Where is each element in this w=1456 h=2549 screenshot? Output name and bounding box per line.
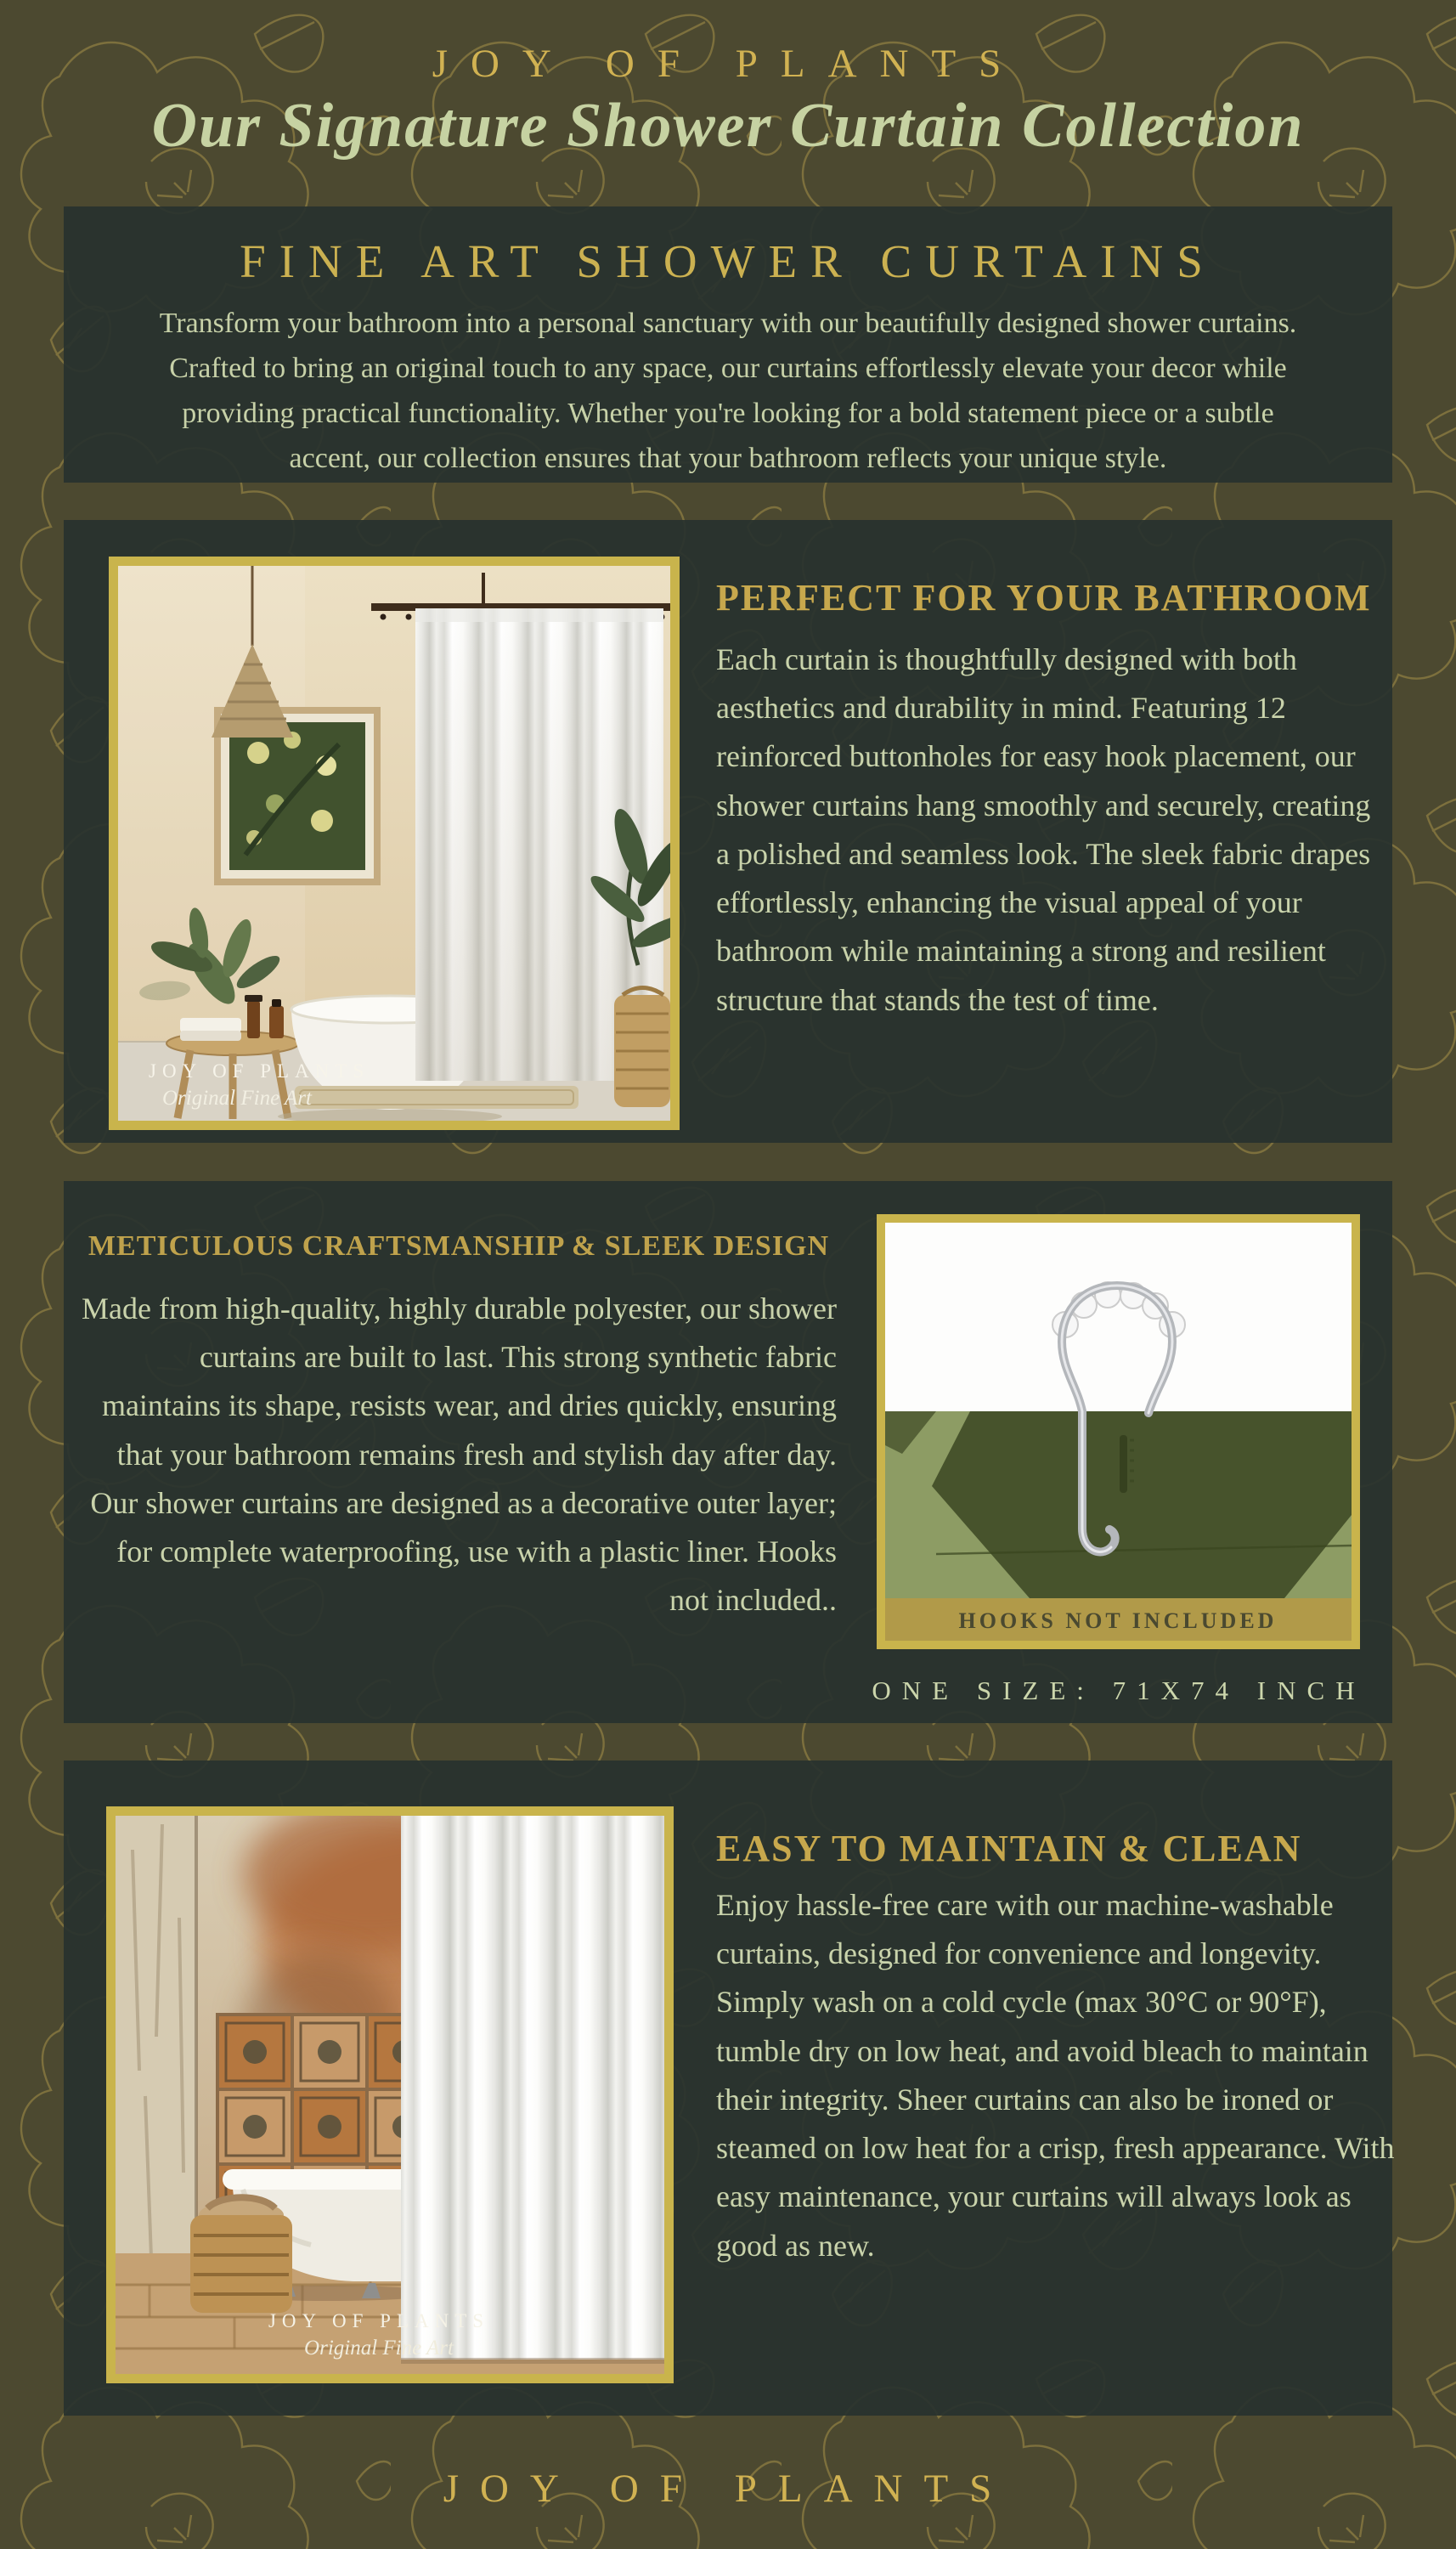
watermark-brand: JOY OF PLANTS bbox=[149, 1060, 370, 1082]
caption-band bbox=[885, 1598, 1352, 1641]
section-1-heading: PERFECT FOR YOUR BATHROOM bbox=[716, 577, 1372, 619]
section-2-paragraph: Made from high-quality, highly durable polyester, our shower curtains are built to last. This strong synthetic fabric maintains its shape, resists wear, and dries quickly, ensuring that your bathroom remains fresh and stylish day after day. Our shower curtains are designed as a decorative outer layer; for complete waterproofing, use with a plastic liner. Hooks not included.. bbox=[81, 1291, 837, 1618]
basket-with-towels bbox=[190, 2197, 292, 2313]
section-2-heading: METICULOUS CRAFTSMANSHIP & SLEEK DESIGN bbox=[87, 1230, 830, 1262]
intro-paragraph: Transform your bathroom into a personal sanctuary with our beautifully designed shower curtains. Crafted to bring an original touch to any space, our curtains effortlessly elevate your decor while providing practical functionality. Whether you're looking for a bold statement piece or a subtle accent, our collection ensures that your bathroom reflects your unique style. bbox=[159, 308, 1297, 475]
footer-wordmark: JOY OF PLANTS bbox=[443, 2467, 1013, 2511]
section-3-heading: EASY TO MAINTAIN & CLEAN bbox=[716, 1828, 1302, 1869]
hook-detail-photo bbox=[877, 1214, 1360, 1649]
watermark-script: Original Fine Art bbox=[162, 1087, 312, 1110]
hooks-caption: HOOKS NOT INCLUDED bbox=[958, 1608, 1278, 1633]
section-3-paragraph: Enjoy hassle-free care with our machine-washable curtains, designed for convenience and longevity. Simply wash on a cold cycle (max 30°C or 90°F), tumble dry on low heat, and avoid bleach to maintain their integrity. Sheer curtains can also be ironed or steamed on low heat for a crisp, fresh appearance. With easy maintenance, your curtains will always look as good as new. bbox=[716, 1888, 1395, 2263]
shower-curtain bbox=[401, 1816, 664, 2364]
watermark-brand: JOY OF PLANTS bbox=[268, 2310, 490, 2331]
woven-basket bbox=[614, 988, 670, 1108]
size-note: ONE SIZE: 71X74 INCH bbox=[872, 1676, 1366, 1705]
page-title: FINE ART SHOWER CURTAINS bbox=[240, 235, 1216, 287]
bathroom-photo-1 bbox=[109, 557, 680, 1130]
watermark-script: Original Fine Art bbox=[304, 2337, 454, 2360]
photo-white-background bbox=[885, 1223, 1352, 1411]
bathroom-photo-2 bbox=[106, 1806, 674, 2383]
curtain-fabric bbox=[885, 1411, 1352, 1598]
brand-wordmark: JOY OF PLANTS bbox=[432, 42, 1024, 86]
collection-tagline: Our Signature Shower Curtain Collection bbox=[151, 91, 1305, 161]
bath-rug bbox=[295, 1086, 578, 1109]
section-1-paragraph: Each curtain is thoughtfully designed with both aesthetics and durability in mind. Featuring 12 reinforced buttonholes for easy hook placement, our shower curtains hang smoothly and securely, creating a polished and seamless look. The sleek fabric drapes effortlessly, enhancing the visual appeal of your bathroom while maintaining a strong and resilient structure that stands the test of time. bbox=[716, 642, 1371, 1017]
